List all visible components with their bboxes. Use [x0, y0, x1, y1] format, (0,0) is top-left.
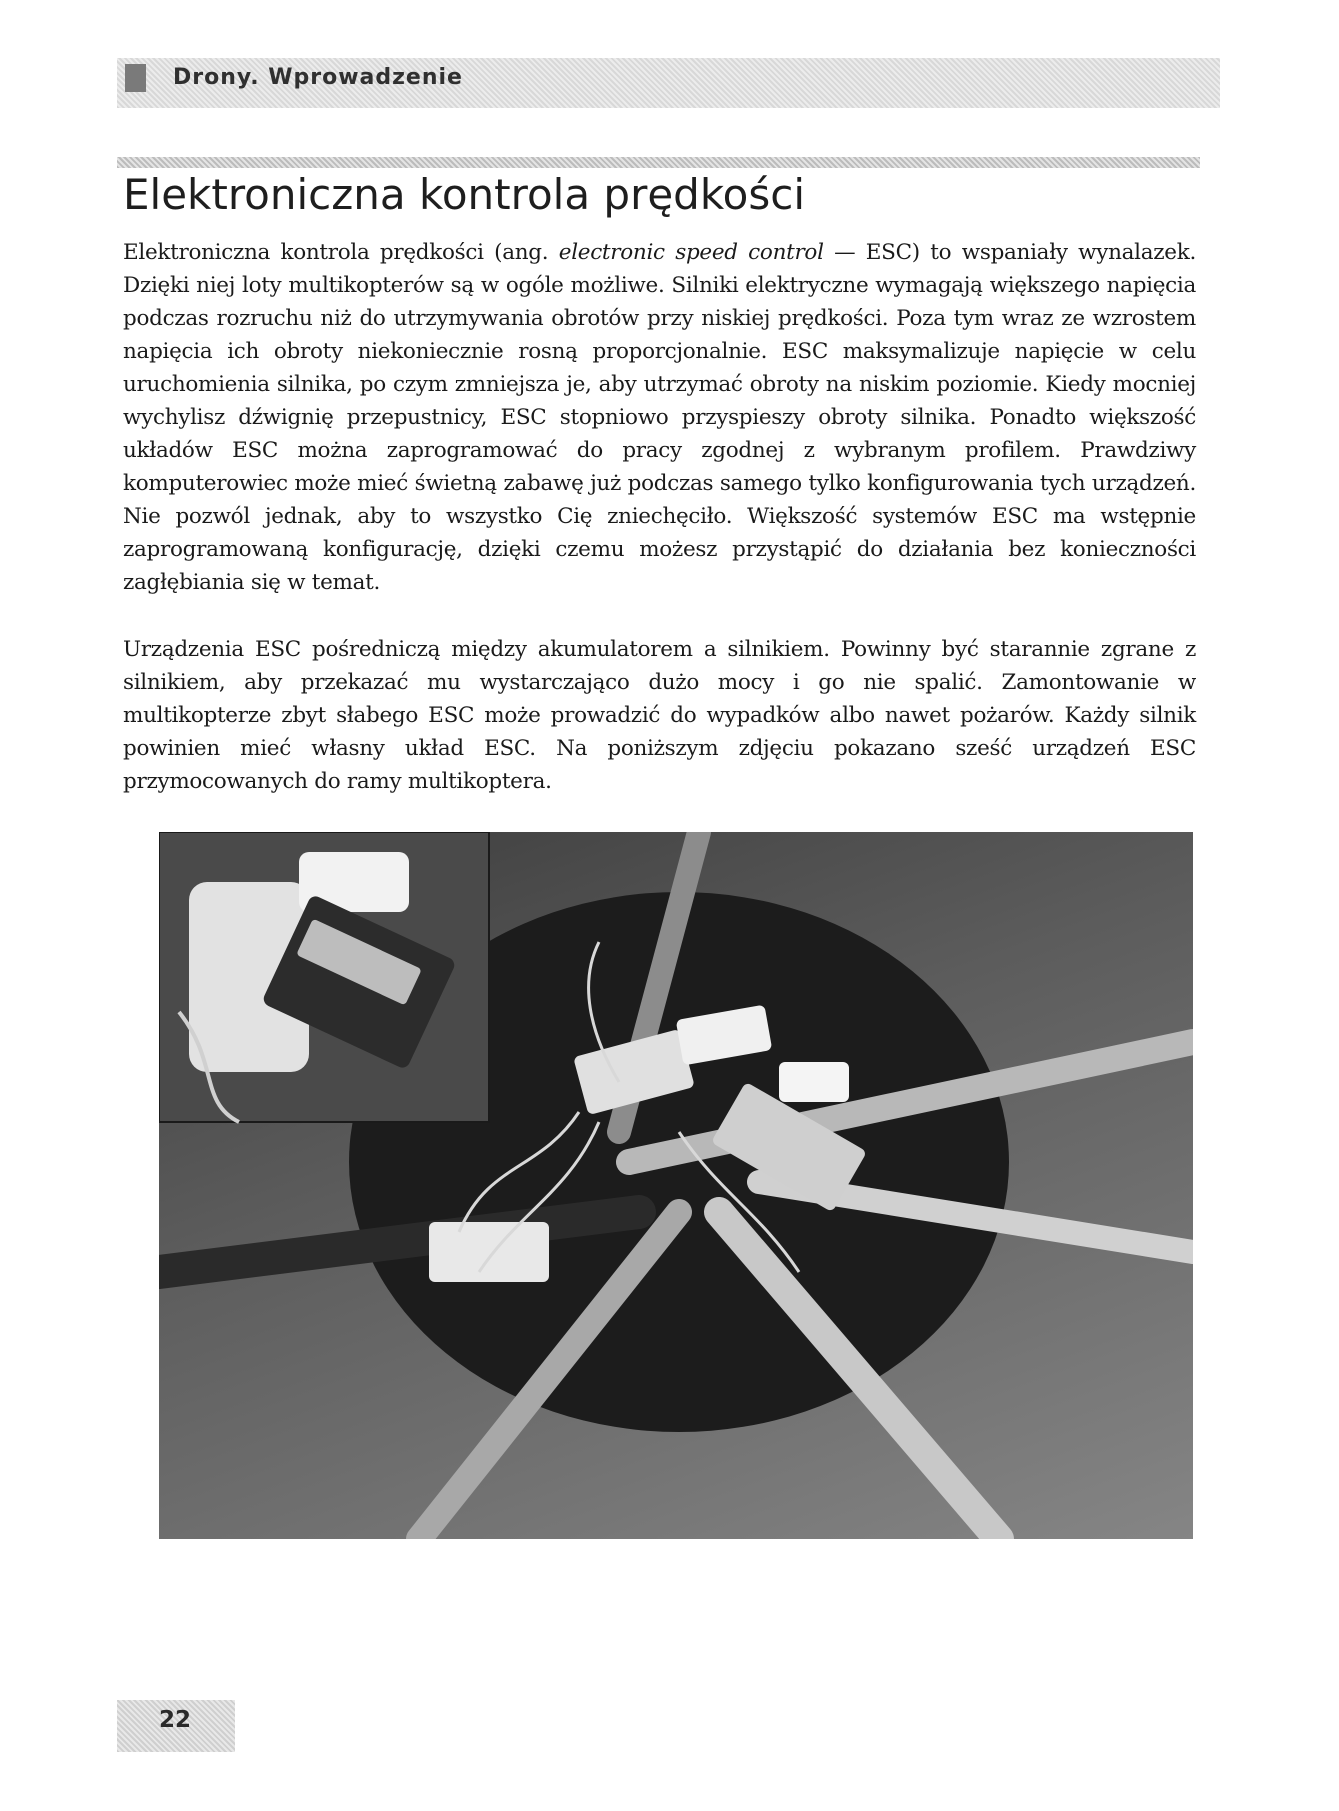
running-header-title: Drony. Wprowadzenie [173, 65, 463, 90]
photo-inset [159, 832, 489, 1122]
section-title: Elektroniczna kontrola prędkości [123, 170, 806, 219]
paragraph-text: Elektroniczna kontrola prędkości (ang. [123, 240, 559, 265]
english-term: electronic speed control [558, 240, 824, 265]
paragraph-esc-wiring: Urządzenia ESC pośredniczą między akumulatorem a silnikiem. Powinny być starannie zgrane z silnikiem, aby przekazać mu wystarczająco dużo mocy i go nie spalić. Zamontowanie w multikopterze zbyt słabego ESC może prowadzić do wypadków albo nawet pożarów. Każdy silnik powinien mieć własny układ ESC. Na poniższym zdjęciu pokazano sześć urządzeń ESC przymocowanych do ramy multikoptera. [123, 637, 1196, 794]
paragraph-text: — ESC) to wspaniały wynalazek. Dzięki niej loty multikopterów są w ogóle możliwe. Silniki elektryczne wymagają większego napięcia podczas rozruchu niż do utrzymywania obrotów przy niskiej prędkości. Poza tym wraz ze wzrostem napięcia ich obroty niekoniecznie rosną proporcjonalnie. ESC maksymalizuje napięcie w celu uruchomienia silnika, po czym zmniejsza je, aby utrzymać obroty na niskim poziomie. Kiedy mocniej wychylisz dźwignię przepustnicy, ESC stopniowo przyspieszy obroty silnika. Ponadto większość układów ESC można zaprogramować do pracy zgodnej z wybranym profilem. Prawdziwy komputerowiec może mieć świetną zabawę już podczas samego tylko konfigurowania tych urządzeń. Nie pozwól jednak, aby to wszystko Cię zniechęciło. Większość systemów ESC ma wstępnie zaprogramowaną konfigurację, dzięki czemu możesz przystąpić do działania bez konieczności zagłębiania się w temat. [123, 240, 1196, 595]
paragraph-esc-intro [123, 236, 1196, 599]
page-number: 22 [159, 1707, 192, 1733]
header-marker [125, 64, 146, 92]
section-title-rule [117, 157, 1200, 168]
multicopter-esc-photo [159, 832, 1193, 1539]
